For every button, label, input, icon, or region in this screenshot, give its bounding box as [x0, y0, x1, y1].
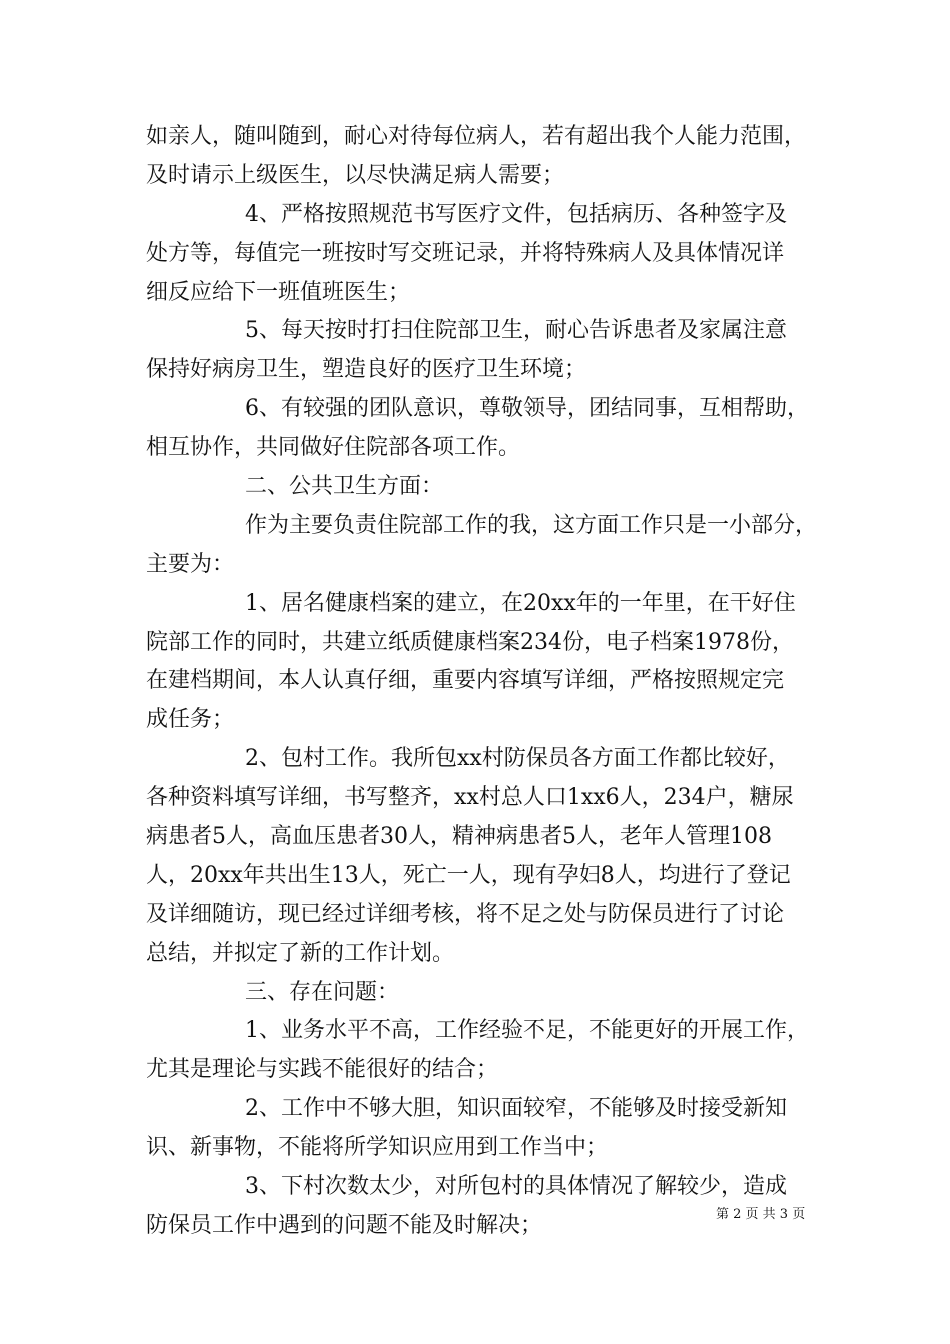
text-line: 及详细随访，现已经过详细考核，将不足之处与防保员进行了讨论 [146, 901, 785, 927]
text-line: 相互协作，共同做好住院部各项工作。 [146, 435, 521, 461]
text-line: 识、新事物，不能将所学知识应用到工作当中； [146, 1135, 609, 1161]
text-line: 如亲人，随叫随到，耐心对待每位病人，若有超出我个人能力范围， [146, 124, 807, 149]
text-line: 2、工作中不够大胆，知识面较窄，不能够及时接受新知 [245, 1096, 787, 1122]
text-line: 总结，并拟定了新的工作计划。 [146, 940, 455, 966]
text-line: 院部工作的同时，共建立纸质健康档案234份，电子档案1978份， [146, 629, 794, 655]
text-line: 各种资料填写详细，书写整齐，xx村总人口1xx6人，234户，糖尿 [146, 785, 794, 811]
text-line: 4、严格按照规范书写医疗文件，包括病历、各种签字及 [245, 201, 787, 227]
text-line: 细反应给下一班值班医生； [146, 279, 411, 305]
text-line: 病患者5人，高血压患者30人，精神病患者5人，老年人管理108 [146, 824, 772, 850]
page-number: 第 2 页 共 3 页 [716, 1207, 806, 1222]
text-line: 1、业务水平不高，工作经验不足，不能更好的开展工作， [245, 1018, 809, 1044]
text-line: 2、包村工作。我所包xx村防保员各方面工作都比较好， [245, 746, 790, 772]
text-line: 处方等，每值完一班按时写交班记录，并将特殊病人及具体情况详 [146, 240, 785, 266]
text-line: 尤其是理论与实践不能很好的结合； [146, 1057, 499, 1083]
text-line: 在建档期间，本人认真仔细，重要内容填写详细，严格按照规定完 [146, 668, 785, 694]
section-heading: 二、公共卫生方面： [245, 474, 444, 500]
section-heading: 三、存在问题： [245, 979, 400, 1005]
text-line: 主要为： [146, 551, 235, 577]
text-line: 5、每天按时打扫住院部卫生，耐心告诉患者及家属注意 [245, 318, 787, 344]
text-line: 成任务； [146, 707, 235, 733]
text-line: 3、下村次数太少，对所包村的具体情况了解较少，造成 [245, 1174, 787, 1200]
text-line: 及时请示上级医生，以尽快满足病人需要； [146, 162, 565, 188]
text-line: 人，20xx年共出生13人，死亡一人，现有孕妇8人，均进行了登记 [146, 862, 791, 888]
text-line: 保持好病房卫生，塑造良好的医疗卫生环境； [146, 357, 587, 383]
text-line: 防保员工作中遇到的问题不能及时解决； [146, 1212, 543, 1238]
text-line: 作为主要负责住院部工作的我，这方面工作只是一小部分， [245, 512, 818, 538]
body-text [146, 118, 826, 1246]
text-line: 1、居名健康档案的建立，在20xx年的一年里，在干好住 [245, 590, 796, 616]
text-line: 6、有较强的团队意识，尊敬领导，团结同事，互相帮助， [245, 396, 809, 422]
